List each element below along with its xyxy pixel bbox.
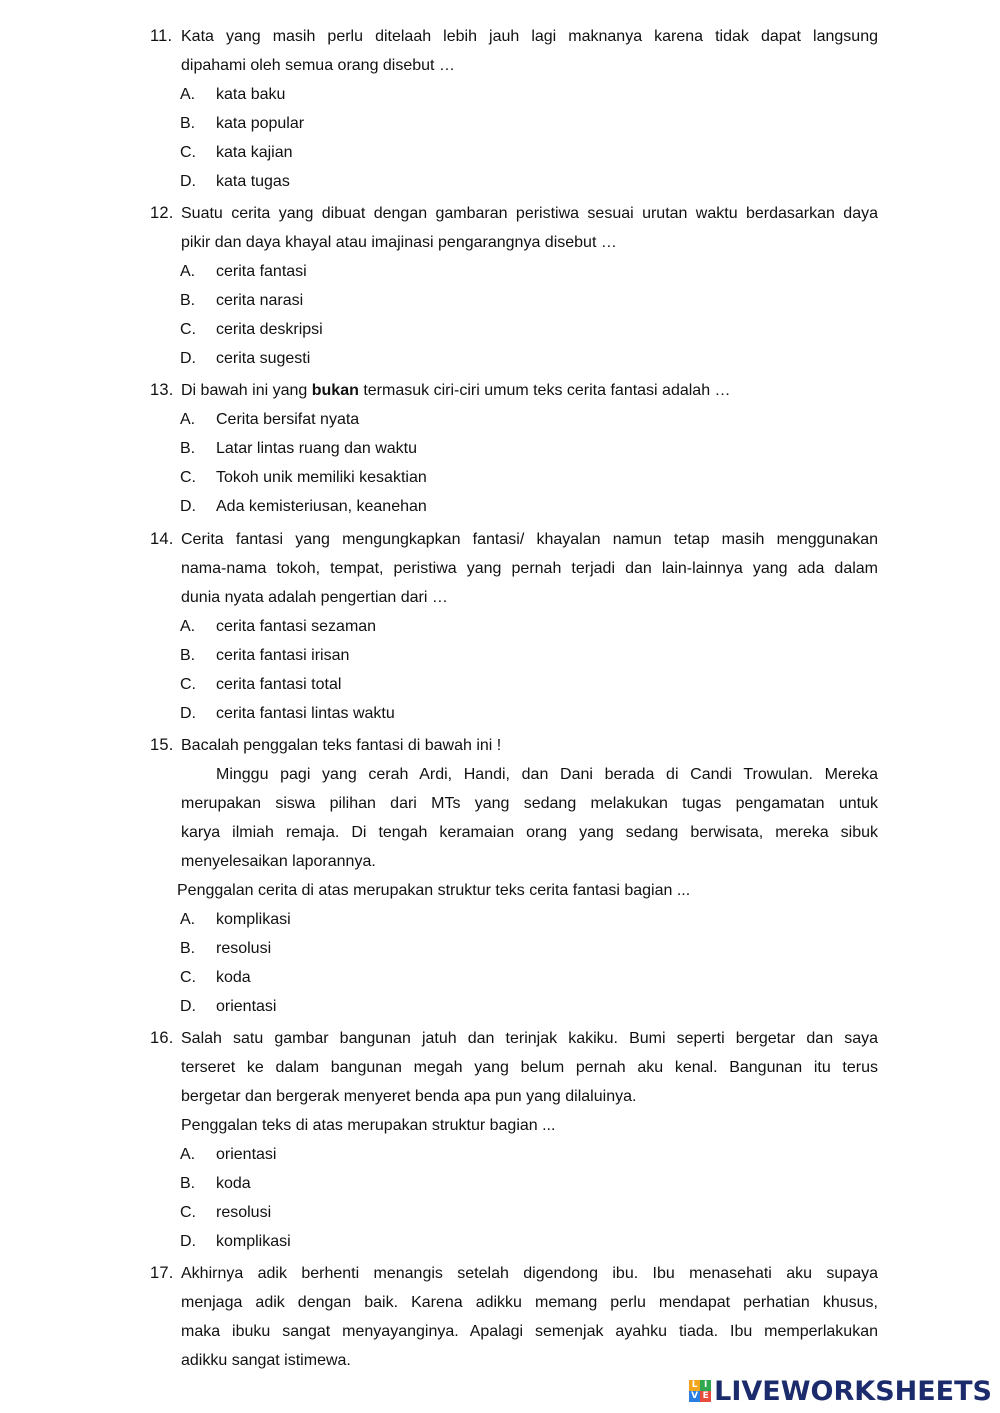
question-text: adikku sangat istimewa. <box>181 1352 351 1369</box>
question-text: Salah satu gambar bangunan jatuh dan terinjak kakiku. Bumi seperti bergetar dan saya <box>181 1030 878 1047</box>
answer-option-b[interactable]: B. cerita fantasi irisan <box>180 647 350 664</box>
question-text: dunia nyata adalah pengertian dari … <box>181 589 448 606</box>
logo-text: LIVEWORKSHEETS <box>714 1375 992 1407</box>
answer-option-d[interactable]: D. komplikasi <box>180 1233 291 1250</box>
question-stem-line <box>150 22 878 51</box>
question-number: 16. <box>150 1029 174 1047</box>
question-13 <box>150 376 878 521</box>
question-number: 13. <box>150 381 174 399</box>
question-stem-line <box>150 199 878 228</box>
question-14 <box>150 525 878 728</box>
question-text: Cerita fantasi yang mengungkapkan fantasi/ khayalan namun tetap masih menggunakan <box>181 531 878 548</box>
question-11 <box>150 22 878 196</box>
question-text: terseret ke dalam bangunan megah yang belum pernah aku kenal. Bangunan itu terus <box>181 1059 878 1076</box>
question-prompt: Penggalan cerita di atas merupakan struktur teks cerita fantasi bagian ... <box>177 882 691 899</box>
question-text: menjaga adik dengan baik. Karena adikku memang perlu mendapat perhatian khusus, <box>181 1294 878 1311</box>
question-12 <box>150 199 878 373</box>
question-stem-line <box>150 1259 878 1288</box>
answer-option-b[interactable]: B. resolusi <box>180 940 272 957</box>
answer-option-c[interactable]: C. koda <box>180 969 251 986</box>
liveworksheets-logo-icon: L I V E <box>689 1380 711 1402</box>
question-stem-line <box>150 376 878 405</box>
answer-option-c[interactable]: C. kata kajian <box>180 144 293 161</box>
answer-option-b[interactable]: B. koda <box>180 1175 251 1192</box>
answer-option-d[interactable]: D. kata tugas <box>180 173 290 190</box>
answer-option-c[interactable]: C. cerita fantasi total <box>180 676 342 693</box>
question-stem-line <box>150 1024 878 1053</box>
question-number: 14. <box>150 530 174 548</box>
answer-option-a[interactable]: A. kata baku <box>180 86 286 103</box>
question-number: 11. <box>150 27 173 45</box>
answer-option-d[interactable]: D. orientasi <box>180 998 277 1015</box>
question-stem-line <box>150 525 878 554</box>
reading-passage: Minggu pagi yang cerah Ardi, Handi, dan Dani berada di Candi Trowulan. Mereka merupakan siswa pilihan dari MTs yang sedang melakukan tugas pengamatan untuk karya ilmiah remaja. Di tengah keramaian orang yang sedang berwisata, mereka sibuk menyelesaikan laporannya. <box>181 766 878 870</box>
answer-option-a[interactable]: A. Cerita bersifat nyata <box>180 411 360 428</box>
question-text: nama-nama tokoh, tempat, peristiwa yang pernah terjadi dan lain-lainnya yang ada dalam <box>181 560 878 577</box>
answer-option-c[interactable]: C. Tokoh unik memiliki kesaktian <box>180 469 427 486</box>
emphasis-word: bukan <box>311 382 359 399</box>
question-text: Kata yang masih perlu ditelaah lebih jauh lagi maknanya karena tidak dapat langsung <box>181 28 878 45</box>
answer-option-b[interactable]: B. kata popular <box>180 115 305 132</box>
question-17 <box>150 1259 878 1375</box>
answer-option-a[interactable]: A. orientasi <box>180 1146 277 1163</box>
answer-option-b[interactable]: B. cerita narasi <box>180 292 304 309</box>
question-text: maka ibuku sangat menyayanginya. Apalagi semenjak ayahku tiada. Ibu memperlakukan <box>181 1323 878 1340</box>
answer-option-c[interactable]: C. cerita deskripsi <box>180 321 323 338</box>
question-text: dipahami oleh semua orang disebut … <box>181 57 455 74</box>
answer-option-a[interactable]: A. komplikasi <box>180 911 291 928</box>
answer-option-d[interactable]: D. cerita fantasi lintas waktu <box>180 705 395 722</box>
question-number: 12. <box>150 204 174 222</box>
question-number: 17. <box>150 1264 174 1282</box>
question-number: 15. <box>150 736 174 754</box>
question-text: Bacalah penggalan teks fantasi di bawah ini ! <box>181 737 502 754</box>
answer-option-a[interactable]: A. cerita fantasi sezaman <box>180 618 377 635</box>
question-text: Akhirnya adik berhenti menangis setelah digendong ibu. Ibu menasehati aku supaya <box>181 1265 878 1282</box>
liveworksheets-logo <box>689 1373 992 1409</box>
question-text: bergetar dan bergerak menyeret benda apa pun yang dilaluinya. <box>181 1088 637 1105</box>
question-prompt: Penggalan teks di atas merupakan struktur bagian ... <box>181 1117 556 1134</box>
question-text: Suatu cerita yang dibuat dengan gambaran peristiwa sesuai urutan waktu berdasarkan daya <box>181 205 878 222</box>
answer-option-a[interactable]: A. cerita fantasi <box>180 263 307 280</box>
question-15 <box>150 731 878 1021</box>
answer-option-c[interactable]: C. resolusi <box>180 1204 272 1221</box>
answer-option-d[interactable]: D. cerita sugesti <box>180 350 311 367</box>
question-text: Di bawah ini yang bukan termasuk ciri-ciri umum teks cerita fantasi adalah … <box>181 382 731 399</box>
answer-option-d[interactable]: D. Ada kemisteriusan, keanehan <box>180 498 427 515</box>
question-stem-line <box>150 731 878 760</box>
answer-option-b[interactable]: B. Latar lintas ruang dan waktu <box>180 440 418 457</box>
question-16 <box>150 1024 878 1256</box>
question-text: pikir dan daya khayal atau imajinasi pengarangnya disebut … <box>181 234 617 251</box>
